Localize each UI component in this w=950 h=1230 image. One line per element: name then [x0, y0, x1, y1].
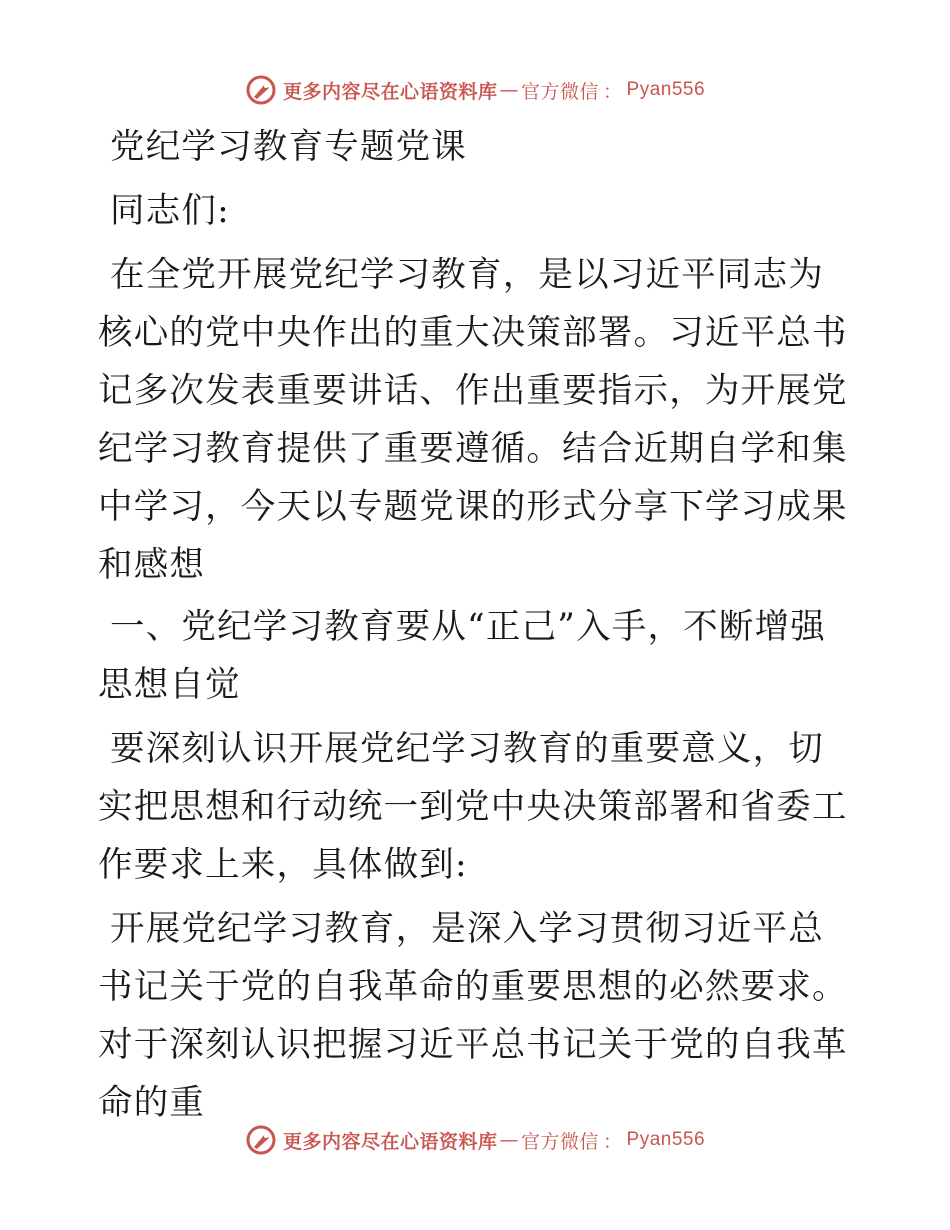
watermark-colon: ： — [603, 1130, 623, 1153]
paragraph-section-1: 要深刻认识开展党纪学习教育的重要意义，切实把思想和行动统一到党中央决策部署和省委工作要求上来，具体做到: — [98, 729, 848, 885]
watermark-header — [0, 70, 950, 110]
pen-nib-logo-icon — [245, 1124, 277, 1156]
document-body — [98, 118, 858, 1132]
watermark-main-text: 更多内容尽在心语资料库 — [282, 80, 498, 103]
greeting: 同志们: — [110, 191, 230, 231]
document-title: 党纪学习教育专题党课 — [110, 127, 467, 167]
watermark-wechat-id: Pyan556 — [626, 79, 706, 100]
watermark-side-text: 官方微信 — [520, 1130, 599, 1153]
watermark-separator: — — [499, 1129, 519, 1151]
watermark-wechat-id: Pyan556 — [626, 1129, 706, 1150]
watermark-separator: — — [499, 79, 519, 101]
paragraph-intro: 在全党开展党纪学习教育，是以习近平同志为核心的党中央作出的重大决策部署。习近平总书记多次发表重要讲话、作出重要指示，为开展党纪学习教育提供了重要遵循。结合近期自学和集中学习，今天以专题党课的形式分享下学习成果和感想 — [98, 255, 848, 585]
watermark-colon: ： — [603, 80, 623, 103]
paragraph-section-1-detail: 开展党纪学习教育，是深入学习贯彻习近平总书记关于党的自我革命的重要思想的必然要求。对于深刻认识把握习近平总书记关于党的自我革命的重 — [98, 909, 848, 1123]
section-heading-1: 一、党纪学习教育要从“正己”入手，不断增强思想自觉 — [98, 607, 826, 705]
pen-nib-logo-icon — [245, 74, 277, 106]
watermark-main-text: 更多内容尽在心语资料库 — [282, 1130, 498, 1153]
watermark-side-text: 官方微信 — [520, 80, 599, 103]
watermark-footer — [0, 1120, 950, 1160]
